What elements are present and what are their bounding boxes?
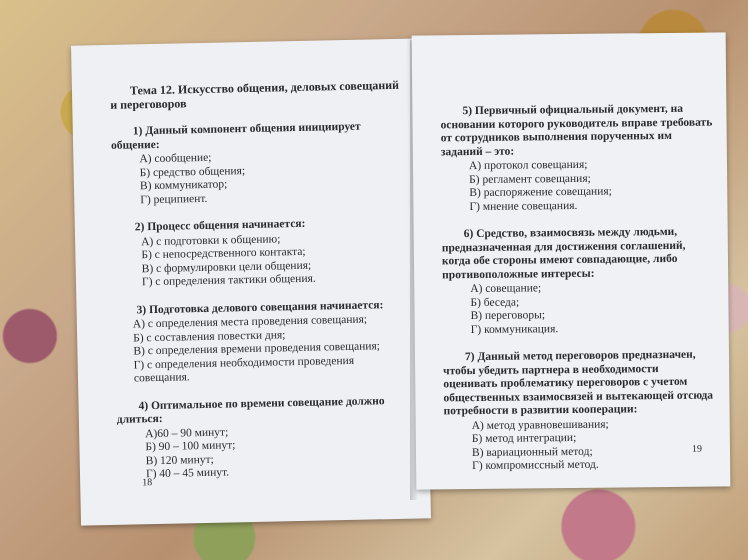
answer-option: Б) регламент совещания; [469,172,591,186]
question-5-title: 5) Первичный официальный документ, на основании которого руководитель вправе требовать от сотрудников выполнения порученных им заданий – это: [440,102,713,158]
answer-option: В) с определения времени проведения совещания; [133,340,381,358]
answer-option: В) с формулировки цели общения; [141,259,312,275]
answer-option: Б) 90 – 100 минут; [145,439,236,454]
answer-option: Б) с составления повестки дня; [133,328,286,344]
topic-title: Тема 12. Искусство общения, деловых совещаний и переговоров [110,77,400,112]
answer-option: А) протокол совещания; [468,158,588,173]
answer-option: А) метод уравновешивания; [471,418,609,432]
answer-option: Б) метод интеграции; [471,431,577,446]
answer-option: В) вариационный метод; [471,445,593,459]
question-7-title: 7) Данный метод переговоров предназначен, чтобы убедить партнера в необходимости оценивать проблематику переговоров с учетом общественных взаимосвязей и вытекающей отсюда потребности в развитии кооперации: [443,348,714,418]
answer-option: А) сообщение; [139,151,212,166]
left-page-content [110,79,408,482]
question-1-title: 1) Данный компонент общения инициирует общение: [110,120,361,152]
page-number-right: 19 [691,443,703,455]
right-page-content [440,103,716,474]
answer-option: Г) компромиссный метод. [472,458,599,473]
answer-option: В) распоряжение совещания; [469,185,612,200]
answer-option: В) 120 минут; [145,453,214,467]
question-6-title: 6) Средство, взаимосвязь между людьми, предназначенная для достижения соглашений, когда обе стороны имеют совпадающие, либо противоположные интересы: [441,225,686,281]
answer-option: Г) мнение совещания. [469,199,578,213]
right-page [412,32,731,489]
answer-option: А) с подготовки к общению; [141,232,281,248]
answer-option: В) коммуникатор; [139,178,228,193]
question-2-title: 2) Процесс общения начинается: [134,217,306,234]
answer-option: А) с определения места проведения совещания; [132,313,368,331]
answer-option: Г) коммуникация. [470,322,559,336]
answer-option: А) совещание; [470,282,542,296]
answer-option: Б) беседа; [470,296,520,309]
page-number-left: 18 [142,477,153,489]
question-4-title: 4) Оптимальное по времени совещание должно длиться: [116,394,385,426]
answer-option: В) переговоры; [470,309,546,323]
answer-option: Г) с определения тактики общения. [141,272,316,289]
question-3-title: 3) Подготовка делового совещания начинается: [136,298,384,316]
left-page [71,38,431,525]
answer-option: Г) реципиент. [140,192,208,206]
answer-option: А)60 – 90 минут; [145,426,229,440]
answer-option: Б) с непосредственного контакта; [141,245,306,262]
answer-option: Г) 40 – 45 минут. [145,466,230,481]
answer-option: Б) средство общения; [139,164,246,179]
answer-option: Г) с определения необходимости проведения совещания. [133,354,355,385]
